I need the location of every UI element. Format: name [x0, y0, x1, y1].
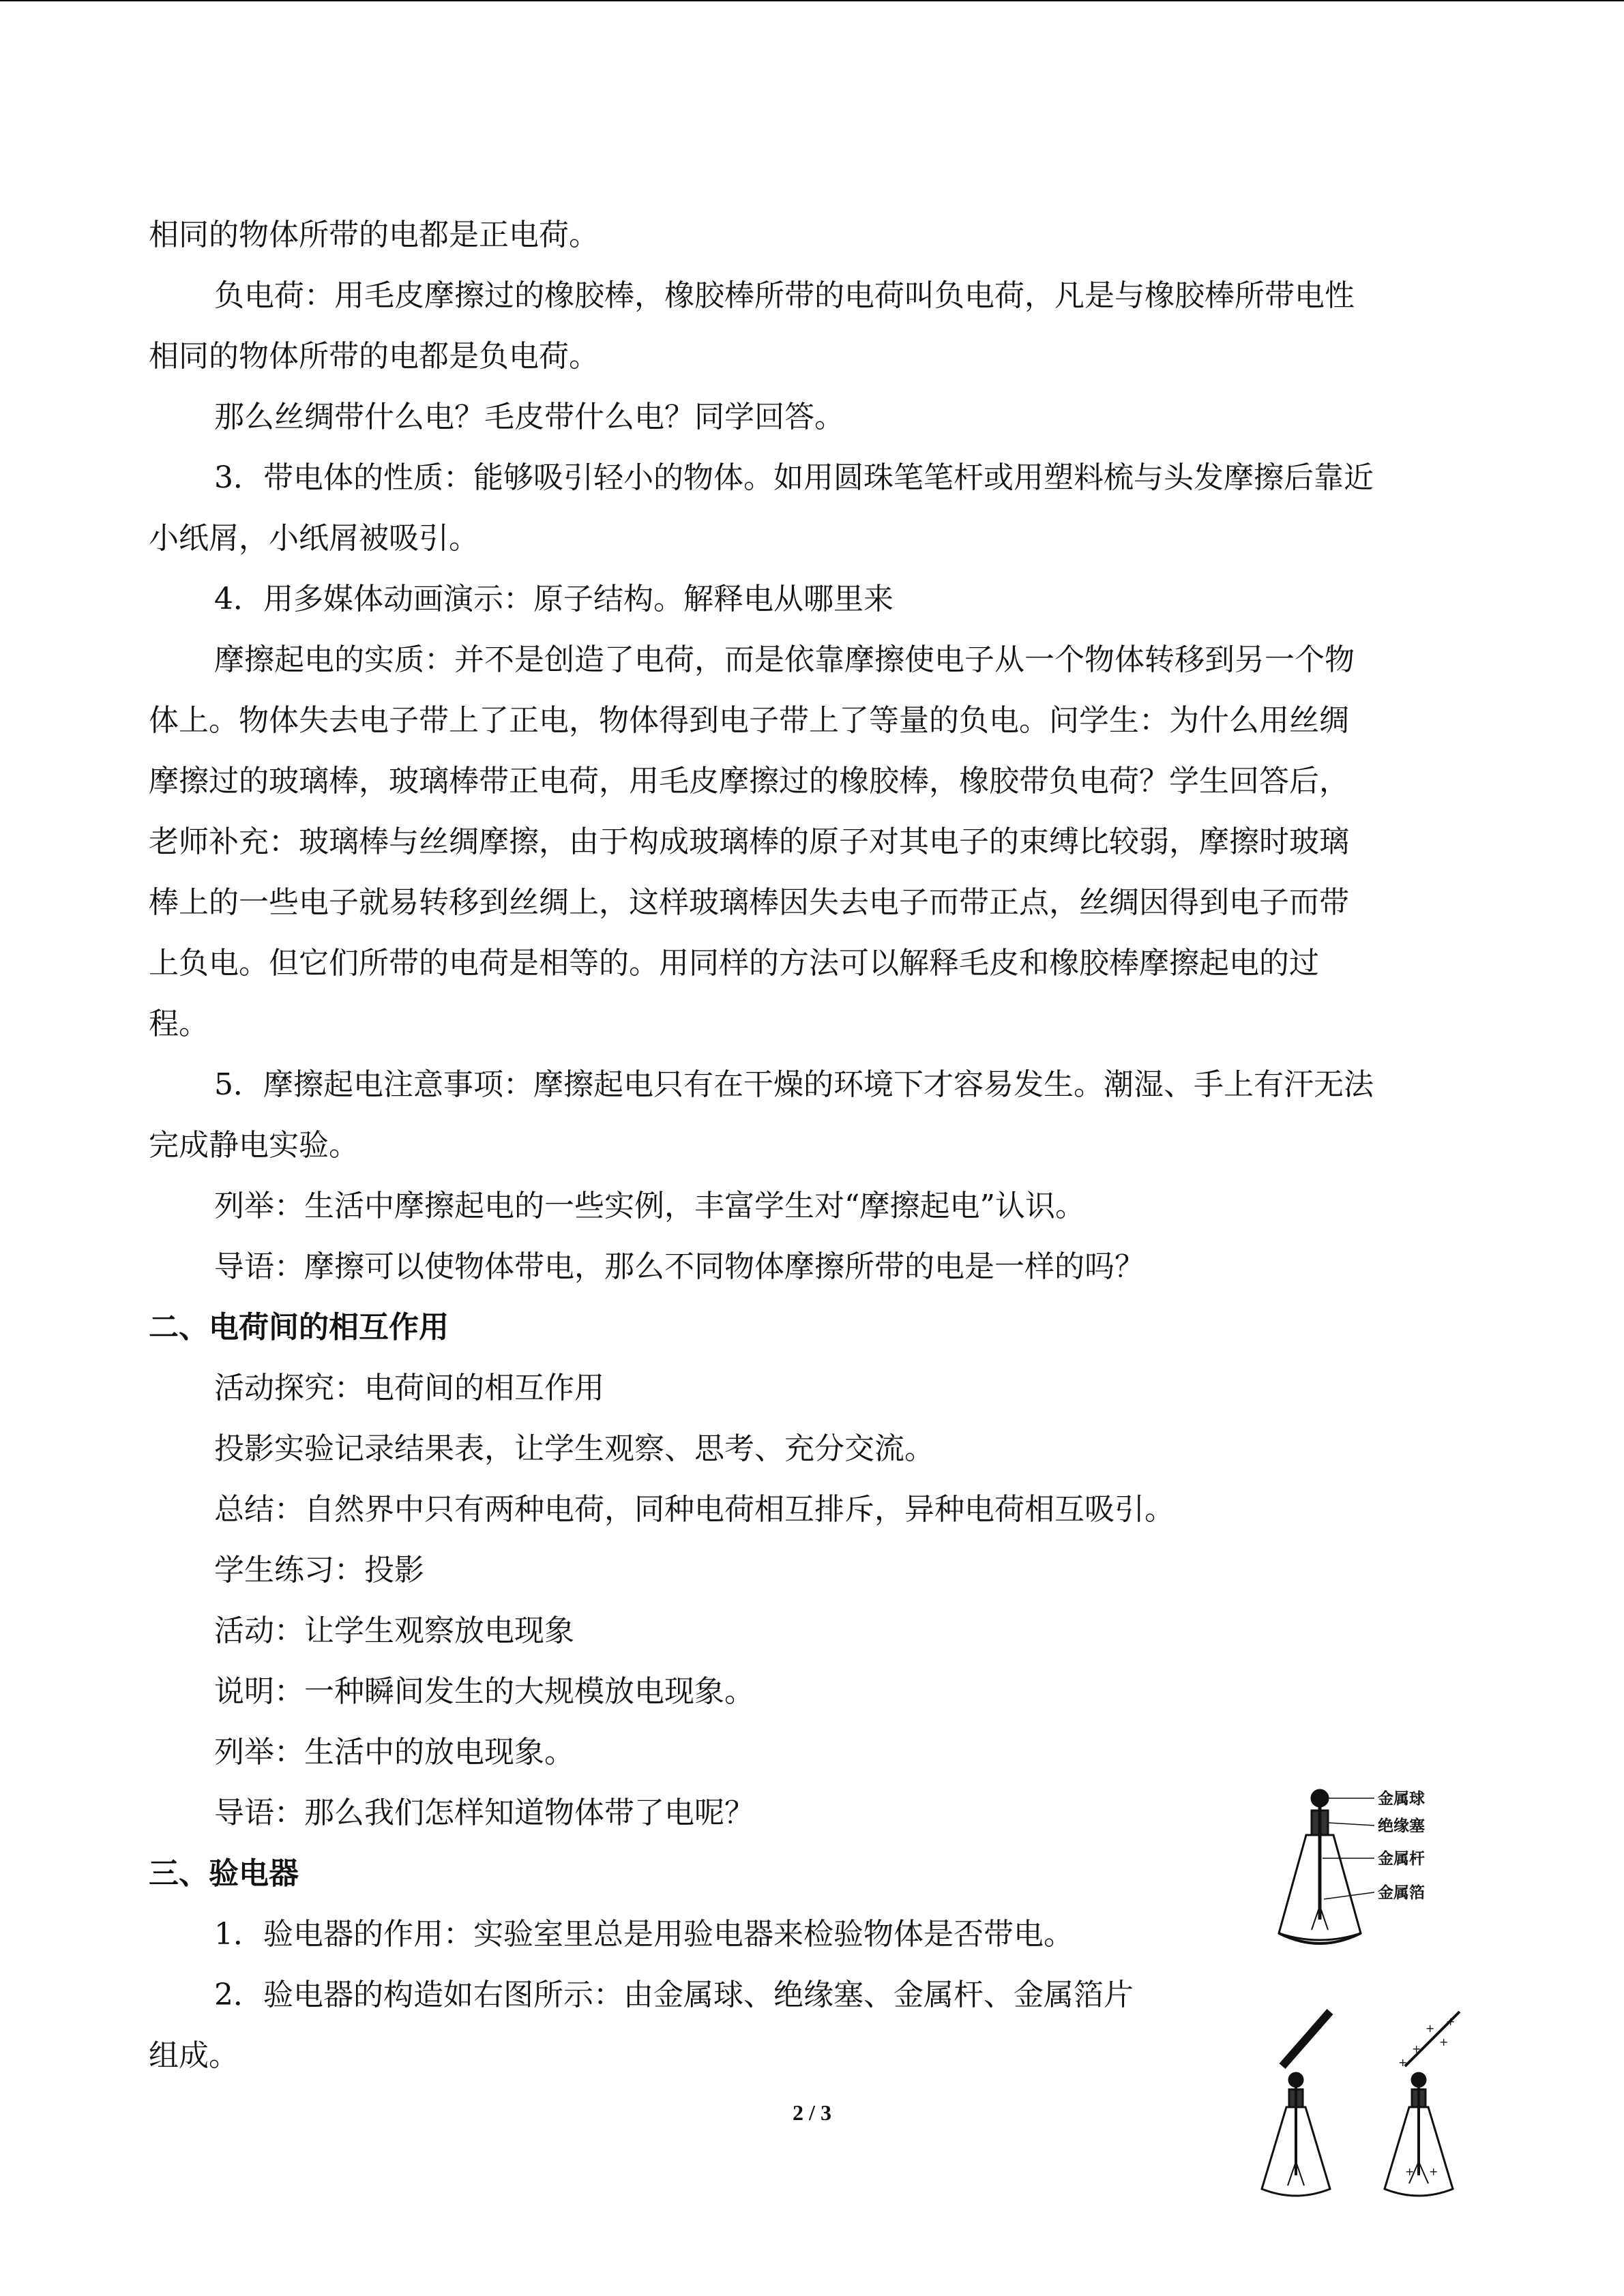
paragraph-line: 完成静电实验。 — [149, 1128, 359, 1163]
paragraph-line: 学生练习：投影 — [214, 1553, 424, 1587]
paragraph-line: 投影实验记录结果表，让学生观察、思考、充分交流。 — [214, 1431, 934, 1466]
section-heading: 三、验电器 — [149, 1856, 299, 1891]
svg-text:+: + — [1405, 2165, 1415, 2178]
label-metal-foil: 金属箔 — [1378, 1883, 1425, 1902]
paragraph-line: 2．验电器的构造如右图所示：由金属球、绝缘塞、金属杆、金属箔片 — [214, 1978, 1134, 2012]
paragraph-line: 活动探究：电荷间的相互作用 — [214, 1371, 604, 1405]
svg-text:+: + — [1446, 2015, 1456, 2028]
svg-text:+: + — [1398, 2056, 1408, 2069]
paragraph-line: 说明：一种瞬间发生的大规模放电现象。 — [214, 1674, 754, 1709]
label-insulating-stopper: 绝缘塞 — [1378, 1817, 1425, 1835]
paragraph-line: 3．带电体的性质：能够吸引轻小的物体。如用圆珠笔笔杆或用塑料梳与头发摩擦后靠近 — [214, 460, 1374, 495]
paragraph-line: 相同的物体所带的电都是负电荷。 — [149, 339, 599, 374]
metal-ball — [1312, 1790, 1328, 1806]
top-border — [0, 0, 1624, 1]
paragraph-line: 负电荷：用毛皮摩擦过的橡胶棒，橡胶棒所带的电荷叫负电荷，凡是与橡胶棒所带电性 — [214, 278, 1355, 313]
paragraph-line: 相同的物体所带的电都是正电荷。 — [149, 218, 599, 252]
paragraph-line: 上负电。但它们所带的电荷是相等的。用同样的方法可以解释毛皮和橡胶棒摩擦起电的过 — [149, 946, 1319, 981]
paragraph-line: 列举：生活中的放电现象。 — [214, 1735, 574, 1770]
charge-marks — [1398, 2015, 1455, 2178]
paragraph-line: 总结：自然界中只有两种电荷，同种电荷相互排斥，异种电荷相互吸引。 — [214, 1492, 1175, 1527]
paragraph-line: 那么丝绸带什么电？毛皮带什么电？同学回答。 — [214, 400, 844, 434]
page-number: 2 / 3 — [793, 2100, 831, 2125]
paragraph-line: 导语：那么我们怎样知道物体带了电呢？ — [214, 1795, 754, 1830]
paragraph-line: 导语：摩擦可以使物体带电，那么不同物体摩擦所带的电是一样的吗？ — [214, 1249, 1145, 1284]
paragraph-line: 小纸屑，小纸屑被吸引。 — [149, 521, 479, 556]
section-heading: 二、电荷间的相互作用 — [149, 1310, 449, 1345]
paragraph-line: 1．验电器的作用：实验室里总是用验电器来检验物体是否带电。 — [214, 1917, 1074, 1952]
svg-text:+: + — [1439, 2036, 1449, 2048]
paragraph-line: 程。 — [149, 1007, 209, 1041]
paragraph-line: 棒上的一些电子就易转移到丝绸上，这样玻璃棒因失去电子而带正点，丝绸因得到电子而带 — [149, 885, 1349, 920]
electroscope-labeled-figure — [1265, 1783, 1470, 1960]
paragraph-line: 4．用多媒体动画演示：原子结构。解释电从哪里来 — [214, 582, 894, 616]
paragraph-line: 摩擦过的玻璃棒，玻璃棒带正电荷，用毛皮摩擦过的橡胶棒，橡胶带负电荷？学生回答后， — [149, 764, 1349, 799]
paragraph-line: 体上。物体失去电子带上了正电，物体得到电子带上了等量的负电。问学生：为什么用丝绸 — [149, 703, 1349, 738]
paragraph-line: 组成。 — [149, 2038, 239, 2073]
label-metal-ball: 金属球 — [1378, 1789, 1425, 1808]
paragraph-line: 5．摩擦起电注意事项：摩擦起电只有在干燥的环境下才容易发生。潮湿、手上有汗无法 — [214, 1067, 1374, 1102]
paragraph-line: 活动：让学生观察放电现象 — [214, 1613, 574, 1648]
paragraph-line: 列举：生活中摩擦起电的一些实例，丰富学生对“摩擦起电”认识。 — [214, 1189, 1085, 1223]
paragraph-line: 老师补充：玻璃棒与丝绸摩擦，由于构成玻璃棒的原子对其电子的束缚比较弱，摩擦时玻璃 — [149, 824, 1349, 859]
svg-text:+: + — [1429, 2165, 1438, 2178]
paragraph-line: 摩擦起电的实质：并不是创造了电荷，而是依靠摩擦使电子从一个物体转移到另一个物 — [214, 642, 1355, 677]
svg-text:+: + — [1412, 2042, 1421, 2055]
svg-text:+: + — [1426, 2022, 1435, 2035]
label-metal-rod: 金属杆 — [1378, 1849, 1425, 1868]
